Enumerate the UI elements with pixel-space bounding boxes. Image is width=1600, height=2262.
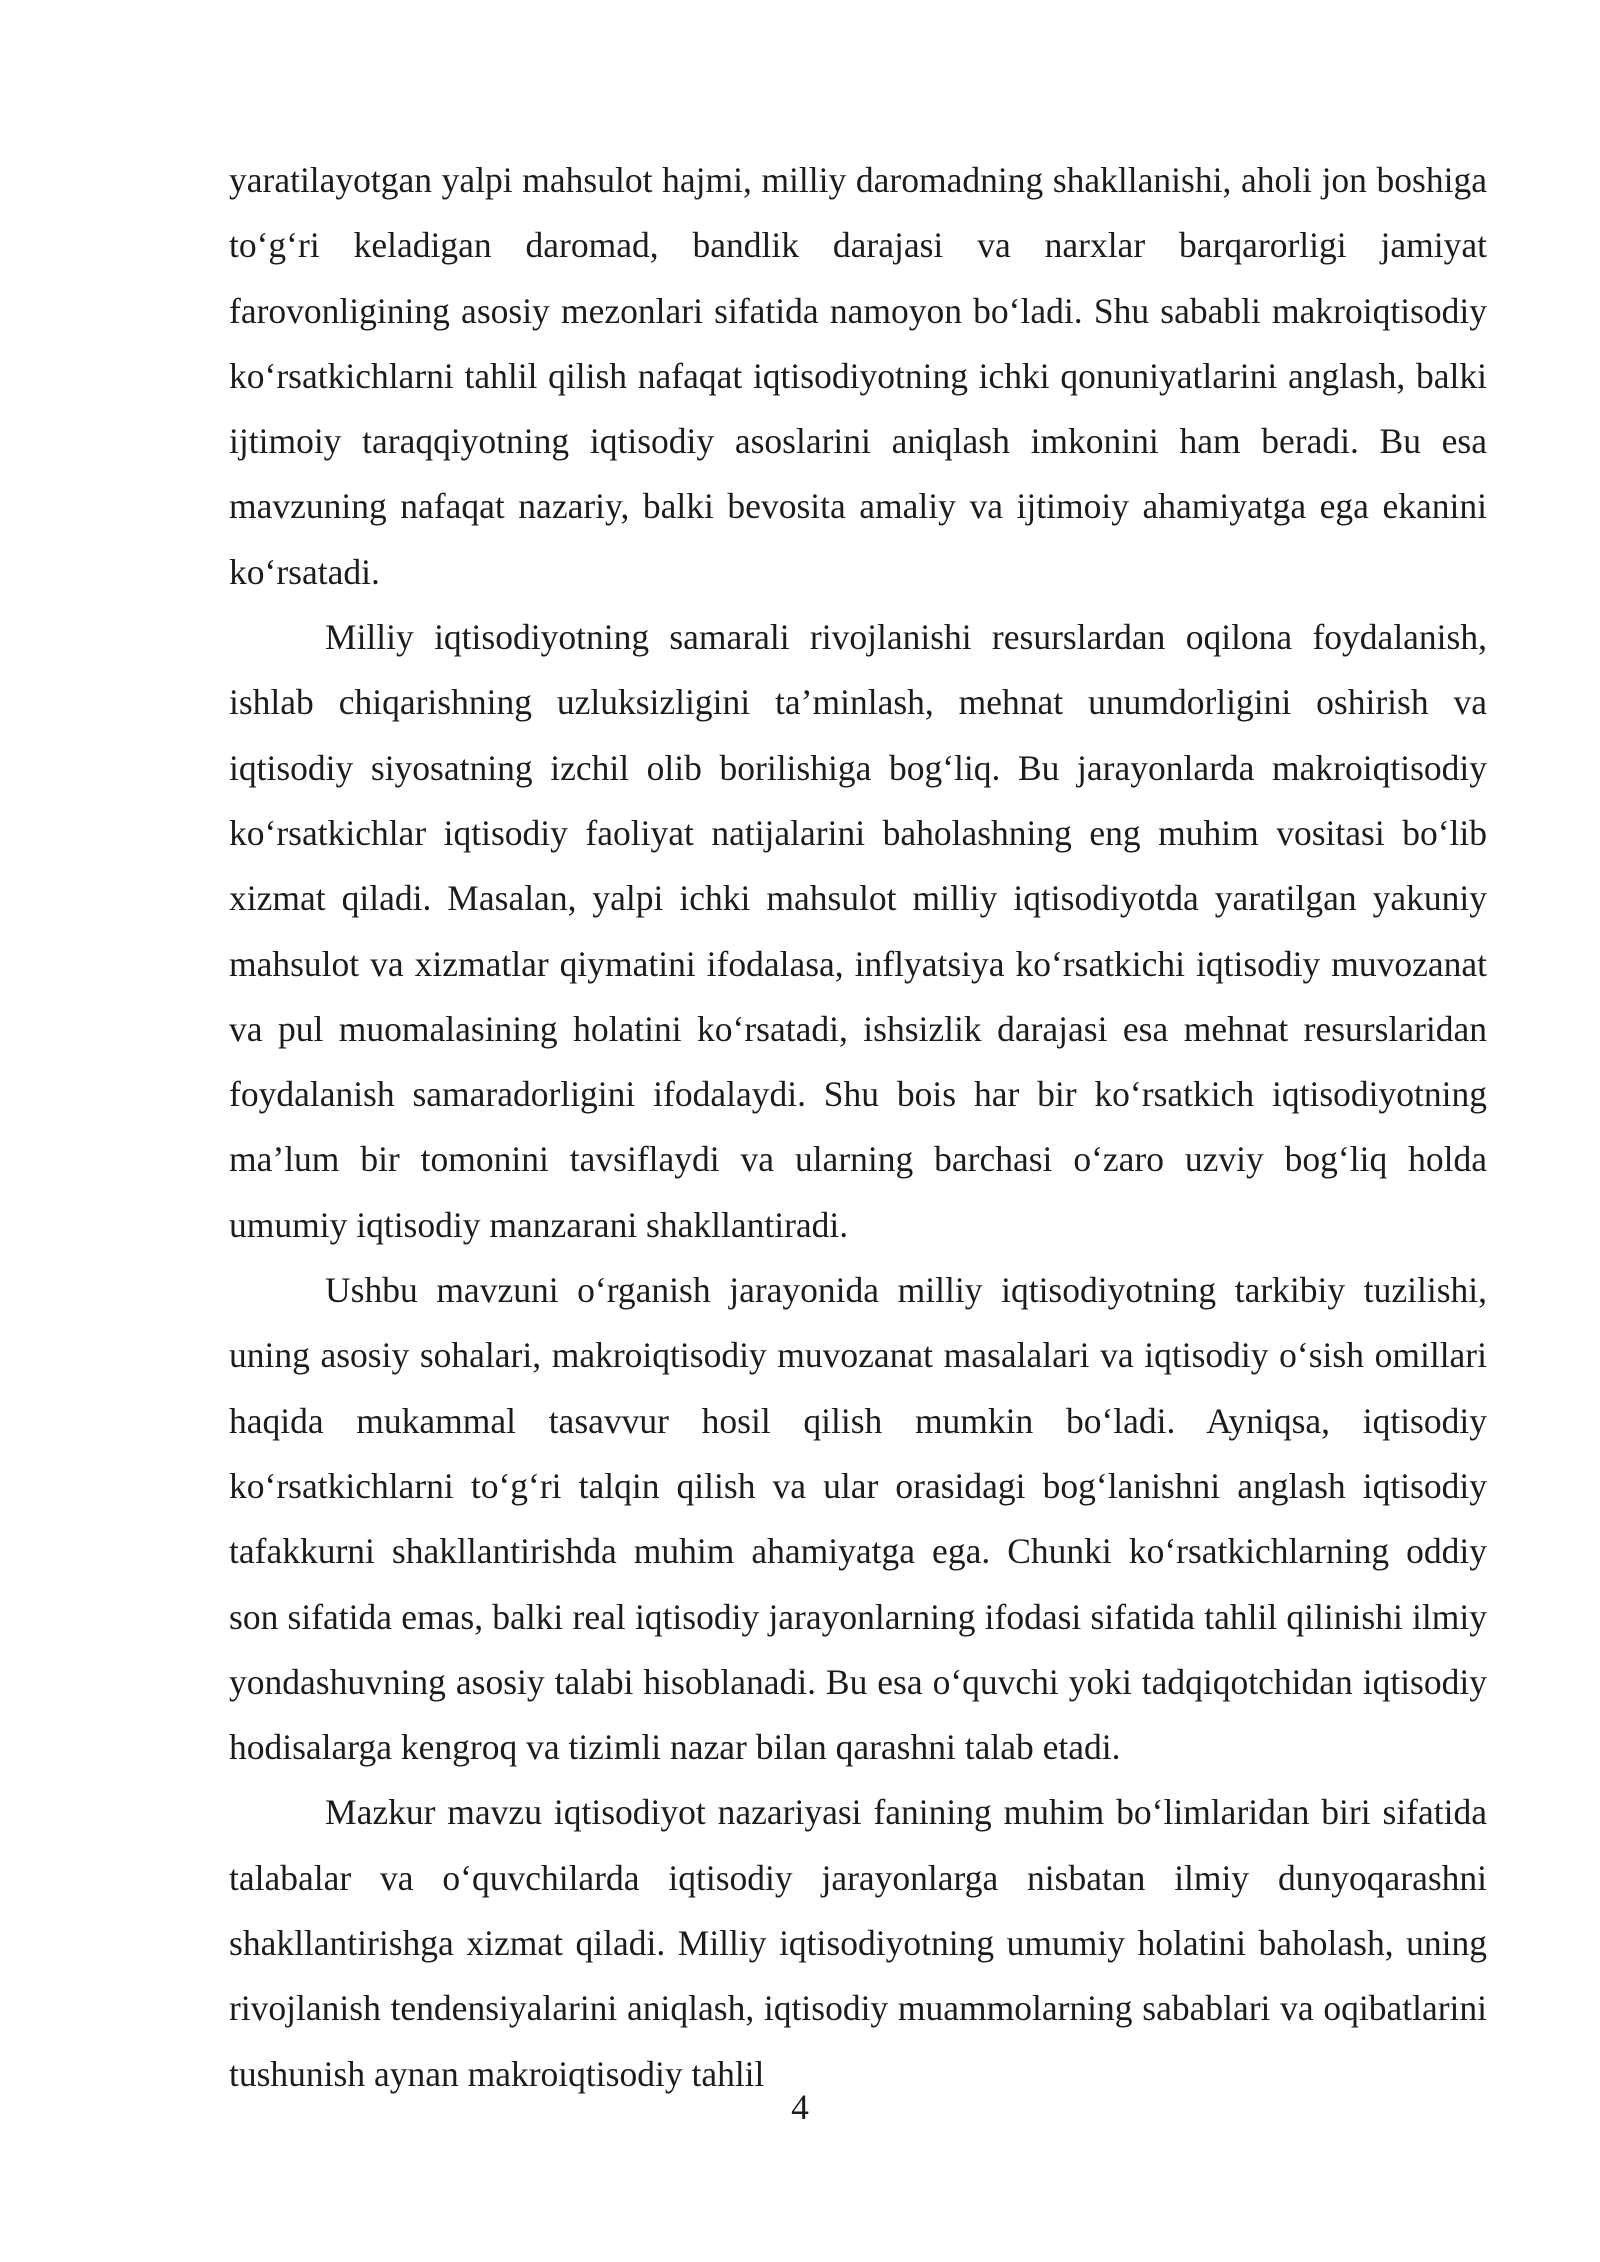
paragraph-milliy-iqtisodiyot: Milliy iqtisodiyotning samarali rivojlanishi resurslardan oqilona foydalanish, ishlab chiqarishning uzluksizligini ta’minlash, mehnat unumdorligini oshirish va iqtisodiy siyosatning izchil olib borilishiga bog‘liq. Bu jarayonlarda makroiqtisodiy ko‘rsatkichlar iqtisodiy faoliyat natijalarini baholashning eng muhim vositasi bo‘lib xizmat qiladi. Masalan, yalpi ichki mahsulot milliy iqtisodiyotda yaratilgan yakuniy mahsulot va xizmatlar qiymatini ifodalasa, inflyatsiya ko‘rsatkichi iqtisodiy muvozanat va pul muomalasining holatini ko‘rsatadi, ishsizlik darajasi esa mehnat resurslaridan foydalanish samaradorligini ifodalaydi. Shu bois har bir ko‘rsatkich iqtisodiyotning ma’lum bir tomonini tavsiflaydi va ularning barchasi o‘zaro uzviy bog‘liq holda umumiy iqtisodiy manzarani shakllantiradi. — [229, 617, 1487, 1245]
paragraph-mazkur-mavzu: Mazkur mavzu iqtisodiyot nazariyasi fanining muhim bo‘limlaridan biri sifatida talabalar va o‘quvchilarda iqtisodiy jarayonlarga nisbatan ilmiy dunyoqarashni shakllantirishga xizmat qiladi. Milliy iqtisodiyotning umumiy holatini baholash, uning rivojlanish tendensiyalarini aniqlash, iqtisodiy muammolarning sabablari va oqibatlarini tushunish aynan makroiqtisodiy tahlil — [229, 1792, 1487, 2094]
paragraph-ushbu-mavzu: Ushbu mavzuni o‘rganish jarayonida milliy iqtisodiyotning tarkibiy tuzilishi, uning asosiy sohalari, makroiqtisodiy muvozanat masalalari va iqtisodiy o‘sish omillari haqida mukammal tasavvur hosil qilish mumkin bo‘ladi. Ayniqsa, iqtisodiy ko‘rsatkichlarni to‘g‘ri talqin qilish va ular orasidagi bog‘lanishni anglash iqtisodiy tafakkurni shakllantirishda muhim ahamiyatga ega. Chunki ko‘rsatkichlarning oddiy son sifatida emas, balki real iqtisodiy jarayonlarning ifodasi sifatida tahlil qilinishi ilmiy yondashuvning asosiy talabi hisoblanadi. Bu esa o‘quvchi yoki tadqiqotchidan iqtisodiy hodisalarga kengroq va tizimli nazar bilan qarashni talab etadi. — [229, 1270, 1487, 1768]
page-number: 4 — [791, 2087, 809, 2127]
body-text — [229, 148, 1487, 2107]
paragraph-continuation: yaratilayotgan yalpi mahsulot hajmi, milliy daromadning shakllanishi, aholi jon boshiga to‘g‘ri keladigan daromad, bandlik darajasi va narxlar barqarorligi jamiyat farovonligining asosiy mezonlari sifatida namoyon bo‘ladi. Shu sababli makroiqtisodiy ko‘rsatkichlarni tahlil qilish nafaqat iqtisodiyotning ichki qonuniyatlarini anglash, balki ijtimoiy taraqqiyotning iqtisodiy asoslarini aniqlash imkonini ham beradi. Bu esa mavzuning nafaqat nazariy, balki bevosita amaliy va ijtimoiy ahamiyatga ega ekanini ko‘rsatadi. — [229, 160, 1487, 592]
